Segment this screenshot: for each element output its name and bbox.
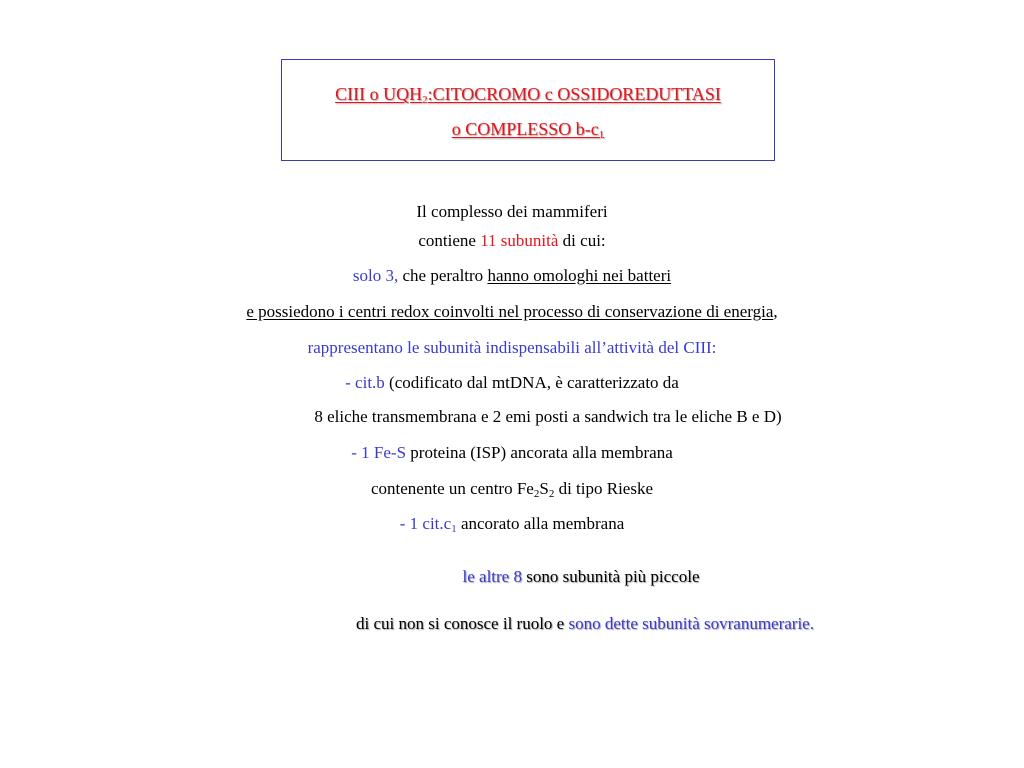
body-line-3 xyxy=(0,266,1024,286)
body-line-9-sub-2: 2 xyxy=(548,488,555,500)
title-line-2-a: o COMPLESSO b-c xyxy=(451,119,599,139)
body-line-10-highlight: - 1 cit.c xyxy=(399,514,452,533)
body-line-6-b: (codificato dal mtDNA, è caratterizzato da xyxy=(384,373,679,392)
body-line-4-underlined: e possiedono i centri redox coinvolti nel processo di conservazione di energia xyxy=(246,302,774,321)
body-line-1 xyxy=(0,202,1024,222)
body-line-3-underlined: hanno omologhi nei batteri xyxy=(487,266,672,285)
body-line-4 xyxy=(0,302,1024,322)
body-line-6-highlight: - cit.b xyxy=(345,373,385,392)
body-line-5 xyxy=(0,338,1024,358)
body-line-2-c: di cui: xyxy=(558,231,606,250)
body-line-11 xyxy=(69,567,1024,587)
body-line-5-text: rappresentano le subunità indispensabili all’attività del CIII: xyxy=(307,338,717,357)
body-line-8-highlight: - 1 Fe-S xyxy=(351,443,407,462)
body-line-9-b: S xyxy=(539,479,549,498)
body-line-2-a: contiene xyxy=(418,231,481,250)
body-line-11-highlight: le altre 8 xyxy=(462,567,522,586)
body-line-9-c: di tipo Rieske xyxy=(554,479,654,498)
title-line-2-sub: 1 xyxy=(598,129,605,141)
body-line-12-a: di cui non si conosce il ruolo e xyxy=(356,614,569,633)
body-line-9 xyxy=(0,479,1024,499)
body-line-12 xyxy=(73,614,1024,634)
title-line-1-b: :CITOCROMO c OSSIDOREDUTTASI xyxy=(427,84,721,104)
body-line-9-sub-1: 2 xyxy=(533,488,540,500)
body-line-10-b: ancorato alla membrana xyxy=(456,514,625,533)
body-line-10-sub: 1 xyxy=(451,523,457,535)
body-line-2-highlight: 11 subunità xyxy=(480,231,559,250)
title-line-1-a: CIII o UQH xyxy=(335,84,423,104)
body-line-12-highlight: sono dette subunità sovranumerarie. xyxy=(568,614,814,633)
body-line-4-comma: , xyxy=(773,302,778,321)
body-line-3-b: che peraltro xyxy=(398,266,488,285)
title-line-2 xyxy=(282,119,774,140)
body-line-11-b: sono subunità più piccole xyxy=(521,567,700,586)
title-box xyxy=(281,59,775,161)
body-line-8-b: proteina (ISP) ancorata alla membrana xyxy=(406,443,673,462)
title-line-1 xyxy=(282,84,774,105)
body-line-9-a: contenente un centro Fe xyxy=(370,479,534,498)
body-line-7-text: 8 eliche transmembrana e 2 emi posti a sandwich tra le eliche B e D) xyxy=(314,407,782,426)
body-line-1-text: Il complesso dei mammiferi xyxy=(416,202,608,221)
title-line-1-sub: 2 xyxy=(422,94,428,106)
body-line-6 xyxy=(0,373,1024,393)
body-line-8 xyxy=(0,443,1024,463)
body-line-10 xyxy=(0,514,1024,534)
body-line-7 xyxy=(36,407,1024,427)
body-line-2 xyxy=(0,231,1024,251)
body-line-3-highlight: solo 3, xyxy=(352,266,399,285)
